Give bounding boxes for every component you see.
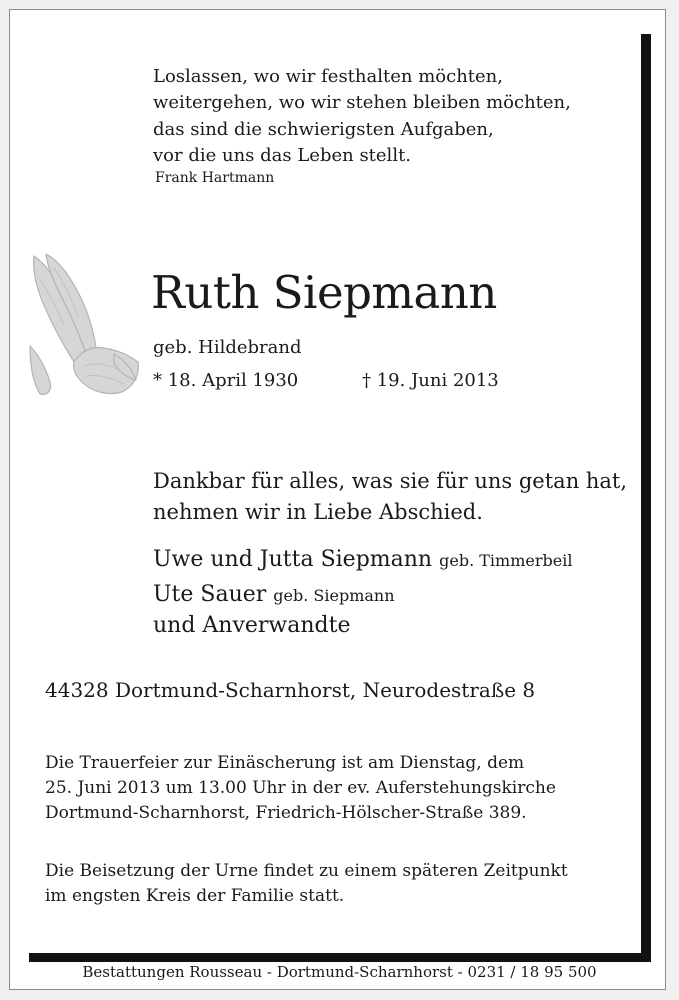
burial-line: im engsten Kreis der Familie statt. [45,886,345,906]
mourner-name: und Anverwandte [153,613,351,638]
frame-border-right [641,34,651,962]
thanks-line: Dankbar für alles, was sie für uns getan hat, [153,469,628,493]
service-line: Die Trauerfeier zur Einäscherung ist am Dienstag, dem [45,753,525,773]
mourner-name: Uwe und Jutta Siepmann [153,547,433,572]
service-info [45,751,556,826]
address: 44328 Dortmund-Scharnhorst, Neurodestraße 8 [45,678,536,702]
burial-info [45,859,568,909]
mourner-3 [153,613,351,638]
poem-line: das sind die schwierigsten Aufgaben, [153,118,494,140]
poem-line: Loslassen, wo wir festhalten möchten, [153,66,503,87]
service-line: Dortmund-Scharnhorst, Friedrich-Hölscher-Straße 389. [45,803,527,823]
service-line: 25. Juni 2013 um 13.00 Uhr in der ev. Auferstehungskirche [45,778,556,798]
death-date: † 19. Juni 2013 [362,370,499,391]
mourner-note: geb. Timmerbeil [439,551,573,570]
poem-line: vor die uns das Leben stellt. [153,145,412,167]
frame-border-bottom [29,953,651,962]
mourner-2 [153,582,395,607]
burial-line: Die Beisetzung der Urne findet zu einem späteren Zeitpunkt [45,861,568,881]
thanks-text [153,466,627,528]
poem [153,64,571,170]
birth-date: * 18. April 1930 [153,370,299,391]
thanks-line: nehmen wir in Liebe Abschied. [153,500,483,524]
deceased-name: Ruth Siepmann [151,266,497,319]
praying-hands-icon [24,250,142,398]
mourner-note: geb. Siepmann [273,586,395,605]
deceased-maiden-name: geb. Hildebrand [153,337,302,358]
poem-author: Frank Hartmann [155,170,275,186]
mourner-name: Ute Sauer [153,582,267,607]
poem-line: weitergehen, wo wir stehen bleiben möchten, [153,92,571,114]
mourner-1 [153,547,572,572]
footer-undertaker: Bestattungen Rousseau - Dortmund-Scharnhorst - 0231 / 18 95 500 [82,963,597,981]
